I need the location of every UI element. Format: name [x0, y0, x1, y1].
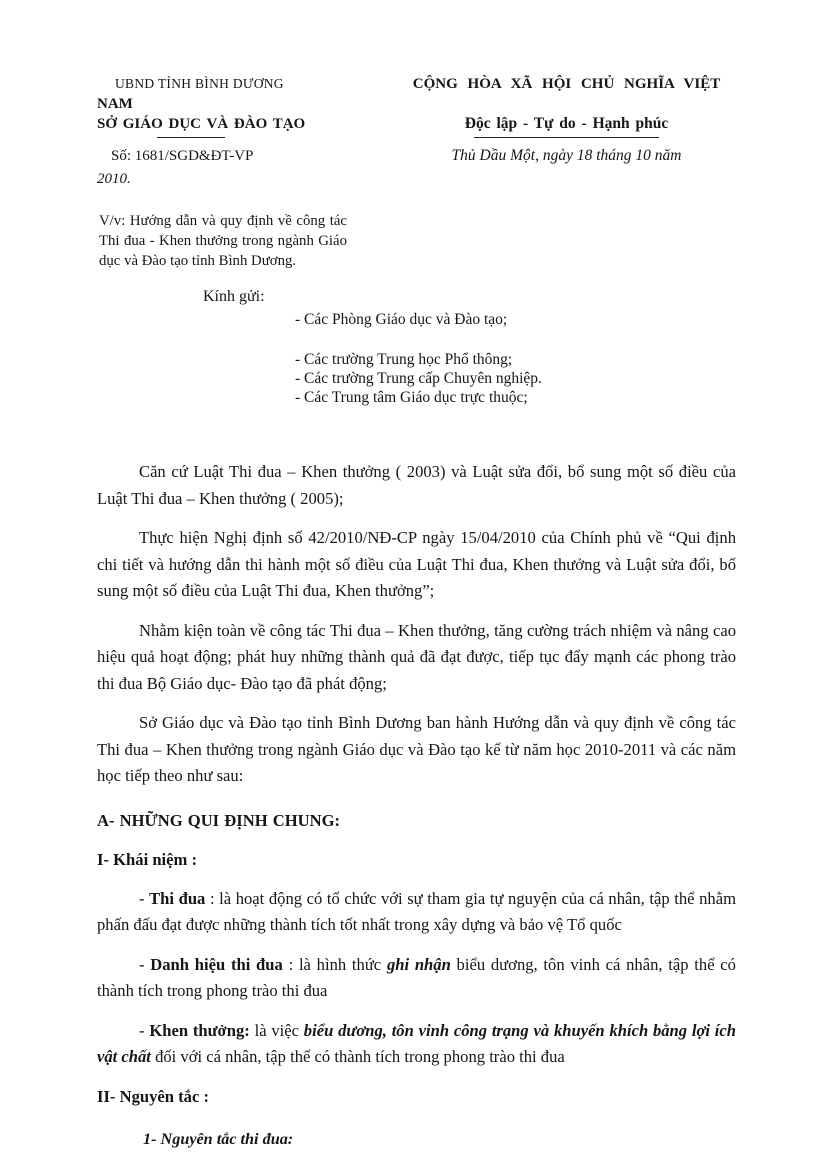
- header-row-4: [97, 146, 736, 166]
- header-left-cell: [97, 134, 397, 146]
- definition-dash: -: [139, 954, 151, 974]
- motto-underline-rule: [474, 137, 659, 138]
- definition-text: biểu dương, tôn vinh cá nhân, tập thể có thành tích trong phong trào thi đua: [97, 954, 736, 1000]
- heading-khai-niem: I- Khái niệm :: [97, 849, 198, 869]
- definition-lead: là việc: [249, 1020, 304, 1040]
- definition-emphasis: ghi nhận: [386, 954, 451, 974]
- subheading-nguyen-tac-thi-dua: 1- Nguyên tắc thi đua:: [143, 1129, 294, 1148]
- definition-dash: -: [139, 888, 150, 908]
- date-wrapped-year: 2010.: [97, 171, 131, 187]
- definition-separator: :: [282, 954, 299, 974]
- issuing-authority: SỞ GIÁO DỤC VÀ ĐÀO TẠO: [97, 116, 306, 132]
- national-motto: Độc lập - Tự do - Hạnh phúc: [464, 115, 669, 132]
- place-and-date: Thủ Dầu Một, ngày 18 tháng 10 năm: [451, 147, 682, 164]
- definition-emphasis: biểu dương, tôn vinh công trạng và khuyến khích bằng lợi ích vật chất: [97, 1020, 736, 1066]
- paragraph-purpose: Nhằm kiện toàn về công tác Thi đua – Khen thưởng, tăng cường trách nhiệm và nâng cao hiệu quả hoạt động; phát huy những thành quả đã đạt được, tiếp tục đẩy mạnh các phong trào thi đua Bộ Giáo dục- Đào tạo đã phát động;: [97, 620, 736, 693]
- definition-term: Khen thưởng:: [149, 1020, 250, 1040]
- header-left-cell: [97, 146, 397, 166]
- paragraph-legal-basis-1: Căn cứ Luật Thi đua – Khen thưởng ( 2003) và Luật sửa đổi, bổ sung một số điều của Luật Thi đua – Khen thưởng ( 2005);: [97, 462, 736, 508]
- salutation-block: [97, 287, 736, 407]
- paragraph-issuance: Sở Giáo dục và Đào tạo tỉnh Bình Dương ban hành Hướng dẫn và quy định về công tác Thi đua – Khen thưởng trong ngành Giáo dục và Đào tạo kể từ năm học 2010-2011 và các năm học tiếp theo như sau:: [97, 713, 736, 785]
- definition-term: Danh hiệu thi đua: [150, 954, 283, 974]
- document-number: Số: 1681/SGD&ĐT-VP: [111, 148, 254, 164]
- header-underlines-row: [97, 134, 736, 146]
- definition-text: là hoạt động có tổ chức với sự tham gia tự nguyện của cá nhân, tập thể nhằm phấn đấu đạt được những thành tích tốt nhất trong xây dựng và bảo vệ Tổ quốc: [97, 888, 736, 934]
- recipient-item: - Các trường Trung học Phổ thông;: [295, 351, 513, 368]
- definition-term: Thi đua: [149, 888, 206, 908]
- definition-khen-thuong: [97, 1018, 736, 1071]
- national-header-wrapped-word: NAM: [97, 96, 133, 112]
- header-row-3: [97, 114, 736, 134]
- definition-text: đối với cá nhân, tập thể có thành tích trong phong trào thi đua: [150, 1047, 565, 1066]
- issuing-authority-parent: UBND TỈNH BÌNH DƯƠNG: [115, 76, 284, 91]
- salutation: Kính gửi:: [203, 288, 265, 305]
- recipient-item: - Các Trung tâm Giáo dục trực thuộc;: [295, 389, 528, 406]
- definition-thi-dua: [97, 886, 736, 939]
- definition-danh-hieu: [97, 952, 736, 1005]
- heading-nguyen-tac: II- Nguyên tắc :: [97, 1086, 209, 1106]
- header-left-cell: [97, 74, 397, 94]
- national-header-line: CỘNG HÒA XÃ HỘI CHỦ NGHĨA VIỆT: [412, 76, 721, 92]
- header-left-cell: [97, 114, 397, 134]
- header-right-cell: [397, 146, 736, 166]
- header-right-cell: [397, 114, 736, 134]
- definition-lead: là hình thức: [298, 954, 387, 974]
- header-row-5: [97, 168, 736, 190]
- recipient-list: [295, 310, 736, 407]
- recipient-item: - Các Phòng Giáo dục và Đào tạo;: [295, 311, 508, 328]
- definition-dash: -: [139, 1020, 150, 1040]
- section-a-heading: A- NHỮNG QUI ĐỊNH CHUNG:: [97, 810, 341, 830]
- org-underline-rule: [157, 137, 225, 138]
- subject-line: V/v: Hướng dẫn và quy định về công tác Thi đua - Khen thưởng trong ngành Giáo dục và Đào tạo tỉnh Bình Dương.: [99, 213, 347, 269]
- header-row-2: [97, 94, 736, 114]
- definition-separator: :: [205, 888, 220, 908]
- header-right-cell: [397, 134, 736, 146]
- recipient-item: - Các trường Trung cấp Chuyên nghiệp.: [295, 370, 542, 387]
- header-right-cell: [397, 74, 736, 94]
- header-row-1: [97, 74, 736, 94]
- document-header: [97, 74, 736, 190]
- paragraph-legal-basis-2: Thực hiện Nghị định số 42/2010/NĐ-CP ngày 15/04/2010 của Chính phủ về “Qui định chi tiết và hướng dẫn thi hành một số điều của Luật Thi đua, Khen thưởng và Luật sửa đổi, bổ sung một số điều của Luật Thi đua, Khen thưởng”;: [97, 528, 736, 600]
